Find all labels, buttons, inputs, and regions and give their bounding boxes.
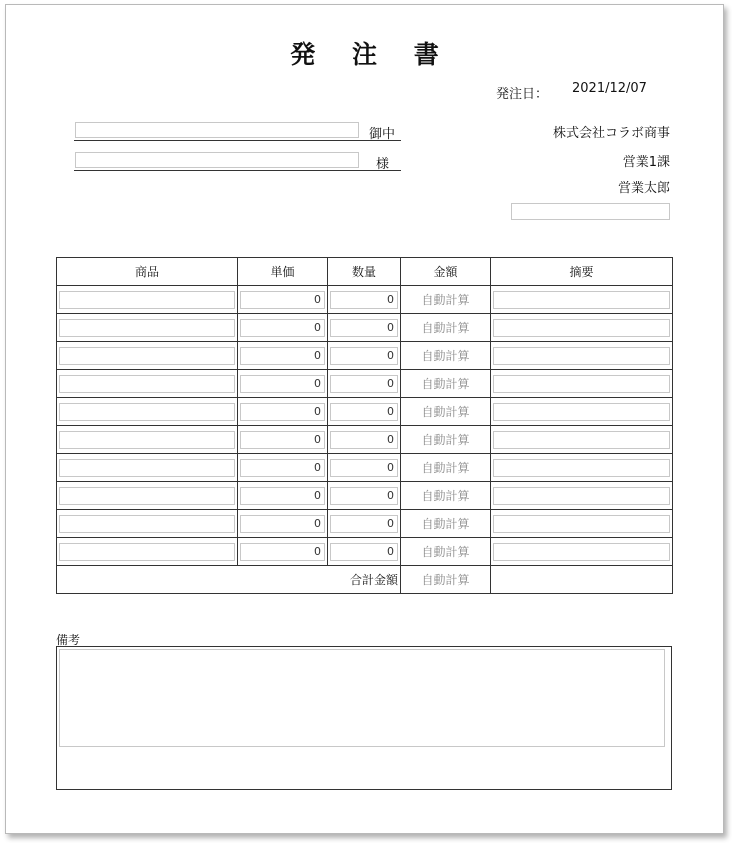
document-title: 発 注 書	[290, 40, 453, 69]
table-row	[57, 538, 673, 566]
unit-price-input[interactable]	[240, 487, 325, 505]
table-row	[57, 426, 673, 454]
remarks-box	[56, 646, 672, 790]
product-input[interactable]	[59, 431, 235, 449]
quantity-input[interactable]	[330, 459, 398, 477]
recipient-company-input[interactable]	[75, 122, 359, 138]
order-sheet	[5, 4, 724, 834]
total-note-cell	[491, 566, 673, 594]
amount-cell: 自動計算	[401, 510, 491, 538]
quantity-input[interactable]	[330, 403, 398, 421]
amount-cell: 自動計算	[401, 286, 491, 314]
unit-price-input[interactable]	[240, 291, 325, 309]
remarks-textarea[interactable]	[59, 649, 665, 747]
recipient-company-field	[74, 120, 401, 141]
note-input[interactable]	[493, 375, 670, 393]
note-input[interactable]	[493, 487, 670, 505]
amount-cell: 自動計算	[401, 342, 491, 370]
table-row	[57, 454, 673, 482]
table-header-row	[57, 258, 673, 286]
header-quantity: 数量	[328, 258, 401, 286]
header-product: 商品	[57, 258, 238, 286]
order-date-label: 発注日：	[496, 87, 549, 102]
unit-price-input[interactable]	[240, 375, 325, 393]
total-label: 合計金額	[57, 566, 401, 594]
sender-extra-input[interactable]	[511, 203, 670, 220]
quantity-input[interactable]	[330, 487, 398, 505]
quantity-input[interactable]	[330, 291, 398, 309]
unit-price-input[interactable]	[240, 459, 325, 477]
product-input[interactable]	[59, 319, 235, 337]
recipient-person-input[interactable]	[75, 152, 359, 168]
total-row	[57, 566, 673, 594]
table-row	[57, 342, 673, 370]
note-input[interactable]	[493, 459, 670, 477]
unit-price-input[interactable]	[240, 515, 325, 533]
product-input[interactable]	[59, 347, 235, 365]
note-input[interactable]	[493, 403, 670, 421]
note-input[interactable]	[493, 347, 670, 365]
note-input[interactable]	[493, 543, 670, 561]
table-row	[57, 370, 673, 398]
amount-cell: 自動計算	[401, 370, 491, 398]
remarks-label: 備考	[56, 633, 81, 647]
quantity-input[interactable]	[330, 543, 398, 561]
header-amount: 金額	[401, 258, 491, 286]
unit-price-input[interactable]	[240, 543, 325, 561]
amount-cell: 自動計算	[401, 454, 491, 482]
table-row	[57, 286, 673, 314]
product-input[interactable]	[59, 403, 235, 421]
product-input[interactable]	[59, 291, 235, 309]
total-amount: 自動計算	[401, 566, 491, 594]
header-note: 摘要	[491, 258, 673, 286]
quantity-input[interactable]	[330, 375, 398, 393]
quantity-input[interactable]	[330, 431, 398, 449]
recipient-company-suffix: 御中	[369, 127, 396, 142]
recipient-person-suffix: 様	[376, 157, 390, 172]
unit-price-input[interactable]	[240, 319, 325, 337]
amount-cell: 自動計算	[401, 398, 491, 426]
product-input[interactable]	[59, 459, 235, 477]
amount-cell: 自動計算	[401, 482, 491, 510]
note-input[interactable]	[493, 431, 670, 449]
sender-department: 営業1課	[622, 155, 670, 170]
table-row	[57, 482, 673, 510]
product-input[interactable]	[59, 543, 235, 561]
unit-price-input[interactable]	[240, 347, 325, 365]
sender-person: 営業太郎	[617, 181, 670, 196]
unit-price-input[interactable]	[240, 403, 325, 421]
table-row	[57, 314, 673, 342]
quantity-input[interactable]	[330, 515, 398, 533]
sender-company: 株式会社コラボ商事	[552, 126, 670, 141]
amount-cell: 自動計算	[401, 426, 491, 454]
order-date-value: 2021/12/07	[572, 81, 647, 96]
quantity-input[interactable]	[330, 319, 398, 337]
amount-cell: 自動計算	[401, 538, 491, 566]
note-input[interactable]	[493, 319, 670, 337]
product-input[interactable]	[59, 375, 235, 393]
table-row	[57, 398, 673, 426]
note-input[interactable]	[493, 515, 670, 533]
items-table	[56, 257, 673, 594]
product-input[interactable]	[59, 515, 235, 533]
note-input[interactable]	[493, 291, 670, 309]
quantity-input[interactable]	[330, 347, 398, 365]
table-row	[57, 510, 673, 538]
amount-cell: 自動計算	[401, 314, 491, 342]
header-unit-price: 単価	[238, 258, 328, 286]
recipient-person-field	[74, 150, 401, 171]
product-input[interactable]	[59, 487, 235, 505]
unit-price-input[interactable]	[240, 431, 325, 449]
